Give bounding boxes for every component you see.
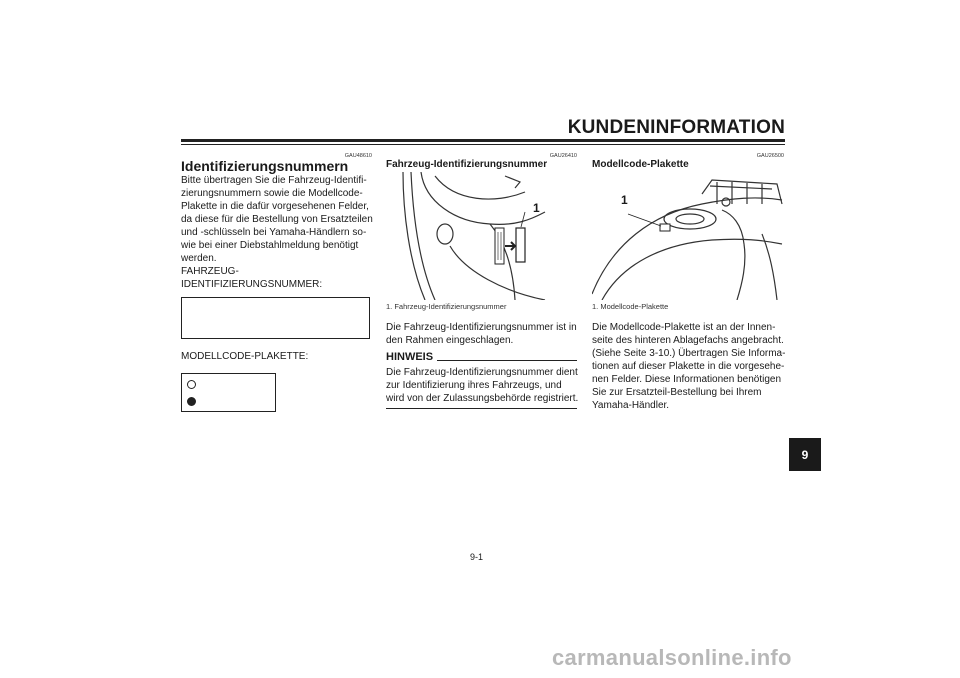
intro-paragraph (181, 174, 376, 291)
text-line: Die Modellcode-Plakette ist an der Innen- (592, 322, 776, 333)
text-line: wird von der Zulassungsbehörde registriert. (386, 393, 579, 404)
text-line: zur Identifizierung ihres Fahrzeugs, und (386, 380, 562, 391)
page-title: KUNDENINFORMATION (567, 117, 785, 138)
chapter-tab[interactable]: 9 (789, 438, 821, 471)
text-line: zierungsnummern sowie die Modellcode- (181, 188, 363, 199)
figure-caption-vin: 1. Fahrzeug-Identifizierungsnummer (386, 302, 507, 311)
callout-number: 1 (621, 193, 628, 207)
text-line: seite des hinteren Ablagefachs angebracht. (592, 335, 784, 346)
text-line: (Siehe Seite 3-10.) Übertragen Sie Informa- (592, 348, 786, 359)
text-line: Bitte übertragen Sie die Fahrzeug-Identifi- (181, 175, 367, 186)
text-line: und -schlüsseln bei Yamaha-Händlern so- (181, 227, 367, 238)
header-rule-thin (181, 144, 785, 145)
text-line: tionen auf dieser Plakette in die vorgesehe- (592, 361, 785, 372)
hinweis-rule (437, 360, 577, 361)
text-line: FAHRZEUG- (181, 266, 239, 277)
model-code-entry-box[interactable] (181, 373, 276, 412)
empty-circle-icon (187, 380, 196, 389)
text-line: den Rahmen eingeschlagen. (386, 335, 514, 346)
text-line: Die Fahrzeug-Identifizierungsnummer ist in (386, 322, 577, 333)
watermark-text: carmanualsonline.info (552, 645, 792, 670)
page-number: 9-1 (470, 552, 484, 562)
text-line: wie bei einer Diebstahlmeldung benötigt (181, 240, 359, 251)
text-line: IDENTIFIZIERUNGSNUMMER: (181, 279, 323, 290)
section-code-1: GAU48610 (344, 153, 372, 159)
text-line: Die Fahrzeug-Identifizierungsnummer dient (386, 367, 578, 378)
section-code-2: GAU26410 (549, 153, 577, 159)
vin-entry-box[interactable] (181, 297, 370, 339)
hinweis-bottom-rule (386, 408, 577, 409)
text-line: da diese für die Bestellung von Ersatzteilen (181, 214, 373, 225)
section-heading-vin: Fahrzeug-Identifizierungsnummer (386, 159, 548, 170)
text-line: Plakette in die dafür vorgesehenen Felder, (181, 201, 369, 212)
text-line: Yamaha-Händler. (592, 400, 670, 411)
hinweis-heading: HINWEIS (386, 351, 434, 363)
model-code-label: MODELLCODE-PLAKETTE: (181, 351, 309, 362)
text-line: nen Felder. Diese Informationen benötigen (592, 374, 782, 385)
section-heading-modellcode: Modellcode-Plakette (592, 159, 689, 170)
text-line: Sie zur Ersatzteil-Bestellung bei Ihrem (592, 387, 762, 398)
text-line: werden. (181, 253, 217, 264)
section-heading-identifizierungsnummern: Identifizierungsnummern (181, 158, 349, 174)
frame-vin-illustration (395, 172, 550, 300)
figure-caption-modellcode: 1. Modellcode-Plakette (592, 302, 669, 311)
callout-number: 1 (533, 201, 540, 215)
header-rule (181, 139, 785, 142)
modellcode-paragraph (592, 321, 787, 412)
section-code-3: GAU26500 (756, 153, 784, 159)
vin-paragraph (386, 321, 581, 347)
filled-circle-icon (187, 397, 196, 406)
hinweis-text (386, 366, 581, 405)
